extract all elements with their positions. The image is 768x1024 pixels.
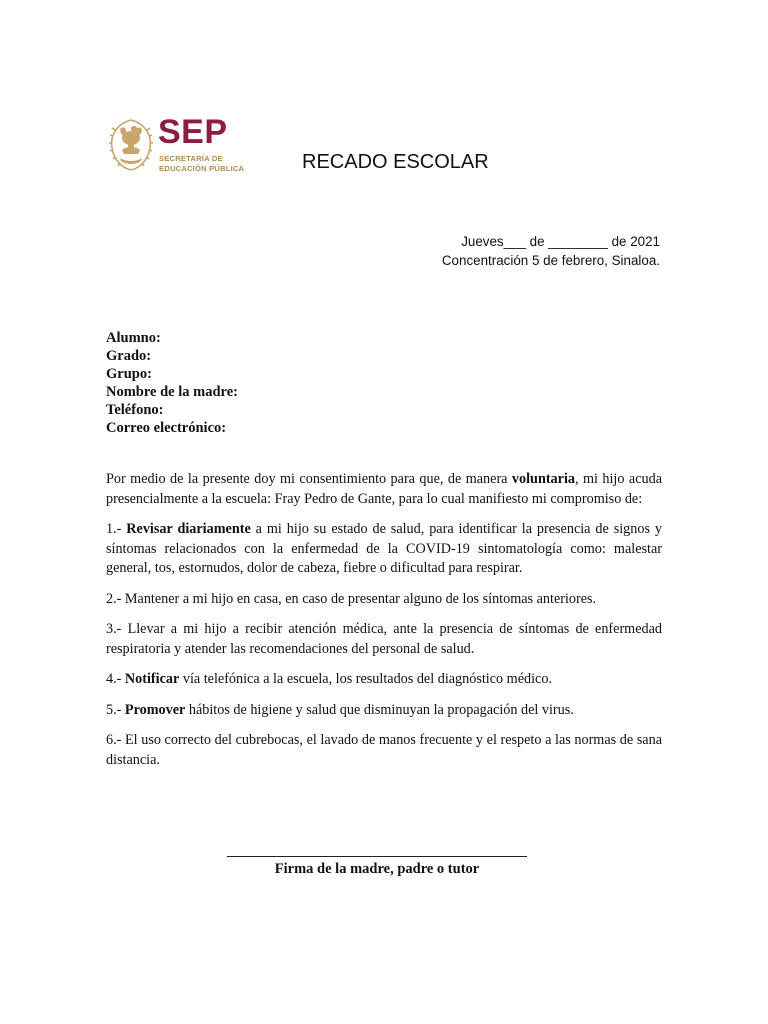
item-6 [106, 731, 662, 770]
intro-bold: voluntaria [511, 471, 575, 487]
sep-subtitle-line-2: EDUCACIÓN PÚBLICA [159, 163, 245, 173]
date-line: Jueves___ de ________ de 2021 [461, 234, 660, 249]
item-number: 2.- [106, 590, 125, 607]
item-3 [106, 620, 662, 659]
item-text: Llevar a mi hijo a recibir atención médica, ante la presencia de síntomas de enfermedad respiratoria y atender las recomendaciones del personal de salud. [106, 621, 662, 657]
item-number: 3.- [106, 621, 128, 637]
field-alumno: Alumno: [106, 330, 161, 346]
item-text: Mantener a mi hijo en casa, en caso de presentar alguno de los síntomas anteriores. [124, 590, 597, 607]
intro-text-start: Por medio de la presente doy mi consentimiento para que, de manera [106, 471, 512, 487]
sep-logo [108, 114, 258, 178]
item-4 [106, 670, 662, 690]
intro-paragraph [106, 470, 662, 509]
national-emblem-icon [108, 116, 154, 172]
item-text: vía telefónica a la escuela, los resultados del diagnóstico médico. [179, 671, 552, 687]
document-title: RECADO ESCOLAR [302, 151, 489, 173]
item-number: 1.- [106, 521, 127, 537]
item-number: 6.- [106, 732, 125, 748]
student-fields [106, 329, 238, 437]
sep-subtitle-line-1: SECRETARÍA DE [159, 154, 223, 163]
field-grupo: Grupo: [106, 366, 152, 382]
item-1 [106, 520, 662, 579]
date-block [442, 232, 660, 270]
item-bold: Notificar [124, 671, 180, 687]
sep-wordmark: SEP [158, 113, 228, 151]
item-number: 4.- [106, 671, 125, 687]
item-number: 5.- [106, 701, 125, 718]
field-nombre-madre: Nombre de la madre: [106, 384, 238, 400]
item-bold: Promover [124, 701, 186, 718]
field-telefono: Teléfono: [106, 402, 164, 418]
item-2 [106, 590, 662, 610]
commitment-text [106, 470, 662, 781]
field-correo: Correo electrónico: [106, 420, 227, 436]
signature-block [227, 856, 527, 878]
item-text: hábitos de higiene y salud que disminuyan la propagación del virus. [185, 701, 574, 718]
intro-text-end: , mi hijo acuda presencialmente a la escuela: Fray Pedro de Gante, para lo cual manifiesto mi compromiso de: [106, 471, 662, 507]
signature-line [227, 856, 527, 857]
item-text: a mi hijo su estado de salud, para identificar la presencia de signos y síntomas relacionados con la enfermedad de la COVID-19 sintomatología como: malestar general, tos, estornudos, dolor de cabeza, fiebre o dificultad para respirar. [106, 521, 662, 576]
sep-subtitle [159, 154, 244, 173]
field-grado: Grado: [106, 348, 152, 364]
signature-caption: Firma de la madre, padre o tutor [274, 861, 480, 877]
item-text: El uso correcto del cubrebocas, el lavado de manos frecuente y el respeto a las normas de sana distancia. [106, 732, 662, 768]
item-bold: Revisar diariamente [126, 521, 251, 537]
item-5 [106, 701, 662, 721]
location-line: Concentración 5 de febrero, Sinaloa. [441, 253, 660, 268]
